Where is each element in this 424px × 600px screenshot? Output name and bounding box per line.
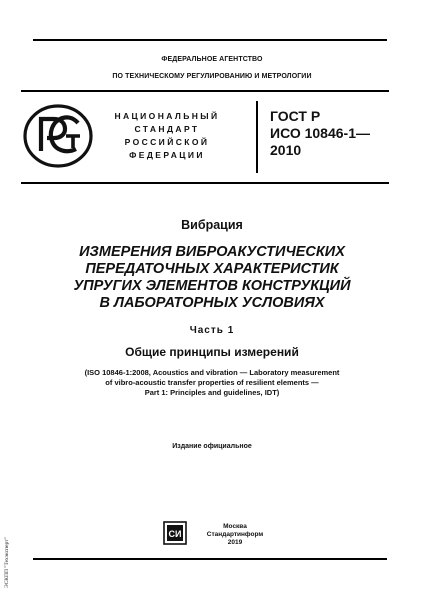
publisher-city: Москва — [223, 523, 247, 530]
logo-letters: СИ — [168, 529, 182, 539]
document-subtitle: Общие принципы измерений — [125, 345, 299, 359]
gost-designation-line-1: ГОСТ Р — [270, 108, 321, 124]
bottom-rule — [33, 558, 387, 560]
agency-line-1: ФЕДЕРАЛЬНОЕ АГЕНТСТВО — [161, 56, 263, 63]
part-number: Часть 1 — [189, 325, 235, 336]
upper-rule — [21, 90, 389, 92]
iso-reference-line-3: Part 1: Principles and guidelines, IDT) — [144, 388, 280, 397]
national-standard-line-3: РОССИЙСКОЙ — [124, 137, 210, 147]
national-standard-line-4: ФЕДЕРАЦИИ — [129, 150, 205, 160]
gost-r-logo-icon — [22, 103, 94, 169]
agency-line-2: ПО ТЕХНИЧЕСКОМУ РЕГУЛИРОВАНИЮ И МЕТРОЛОГИИ — [112, 73, 312, 80]
standartinform-logo-icon — [163, 521, 187, 545]
document-title-line-4: В ЛАБОРАТОРНЫХ УСЛОВИЯХ — [99, 295, 325, 311]
iso-reference-line-1: (ISO 10846-1:2008, Acoustics and vibration — Laboratory measurement — [84, 368, 340, 377]
national-standard-line-1: НАЦИОНАЛЬНЫЙ — [114, 111, 220, 121]
vertical-separator — [256, 101, 258, 173]
publisher-name: Стандартинформ — [206, 531, 264, 538]
iso-reference-line-2: of vibro-acoustic transfer properties of resilient elements — — [105, 378, 319, 387]
document-title-line-3: УПРУГИХ ЭЛЕМЕНТОВ КОНСТРУКЦИЙ — [73, 278, 351, 294]
national-standard-line-2: СТАНДАРТ — [134, 124, 200, 134]
side-watermark-note: ЭСКПП "Техэксперт" — [4, 537, 10, 588]
document-title-line-1: ИЗМЕРЕНИЯ ВИБРОАКУСТИЧЕСКИХ — [79, 244, 345, 260]
lower-rule — [21, 182, 389, 184]
top-rule — [33, 39, 387, 41]
gost-designation-line-3: 2010 — [270, 142, 302, 158]
publication-year: 2019 — [227, 539, 243, 546]
document-title-line-2: ПЕРЕДАТОЧНЫХ ХАРАКТЕРИСТИК — [85, 261, 339, 277]
official-edition-label: Издание официальное — [172, 443, 252, 450]
document-topic: Вибрация — [181, 218, 243, 232]
gost-designation-line-2: ИСО 10846-1— — [270, 125, 370, 141]
